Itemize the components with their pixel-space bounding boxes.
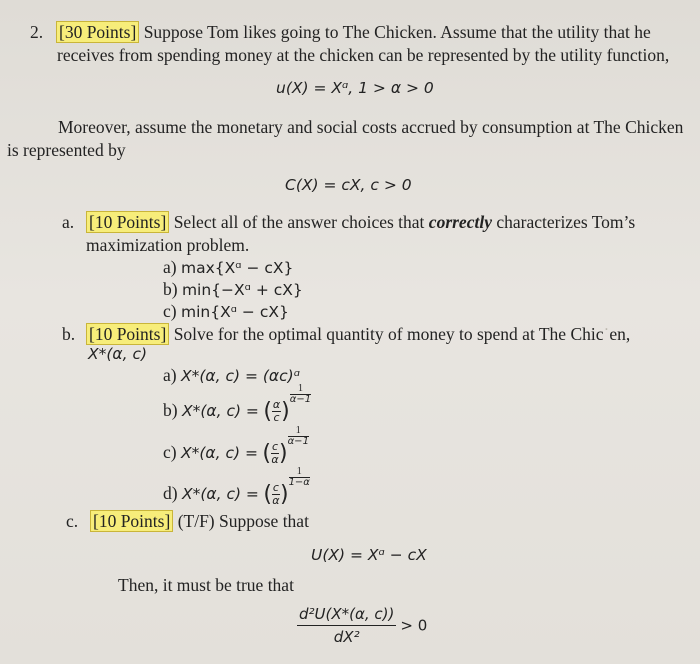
part-b-option-b: b) X*(α, c) = ( $\frac{\alpha}{c}$ ) $\frac{1}{\alpha-1}$ [163,383,312,425]
part-a-text-tail: characterizes Tom’s [491,212,636,232]
part-b-line2: X*(α, c) [88,345,148,363]
question-number: 2. [30,22,44,42]
option-c-lhs: X*(α, c) = [180,444,258,462]
part-b-option-c: c) X*(α, c) = ( $\frac{c}{\alpha}$ ) $\frac{1}{\alpha-1}$ [163,425,309,467]
second-derivative-condition [297,605,427,646]
cost-equation: C(X) = cX, c > 0 [285,176,412,194]
part-a-option-c [163,301,289,322]
part-c-letter: c. [66,511,79,531]
u-equation: U(X) = Xᵅ − cX [311,546,427,564]
option-a-expression: X*(α, c) = (αc)ᵅ [180,367,300,385]
derivative-denominator: dX² [333,628,360,646]
points-badge: [30 Points] [56,21,139,43]
part-b-text-tail: en, [609,324,631,344]
part-b-text: Solve for the optimal quantity of money to spend at The Chic [169,324,604,344]
part-a-emphasis: correctly [428,212,492,232]
part-a-text: Select all of the answer choices that [169,212,429,232]
fraction-numerator: α [272,398,281,412]
fraction-numerator: c [272,481,279,495]
derivative-numerator: d²U(X*(α, c)) [297,605,396,626]
moreover-line1: Moreover, assume the monetary and social costs accrued by consumption at The Chicken [58,117,684,137]
part-b-option-d: d) X*(α, c) = ( $\frac{c}{\alpha}$ ) $\frac{1}{1-\alpha}$ [163,466,310,508]
part-b-option-a [163,365,300,386]
part-a-line2: maximization problem. [86,235,250,255]
part-a-points-badge: [10 Points] [86,211,169,233]
fraction-numerator: c [271,440,278,454]
option-a-expression: max{Xᵅ − cX} [180,259,294,277]
question-2-stem-line1 [56,22,651,42]
exponent-denominator: α−1 [289,394,312,405]
utility-equation: u(X) = Xᵅ, 1 > α > 0 [276,79,434,97]
option-c-expression: min{Xᵅ − cX} [180,303,289,321]
then-line: Then, it must be true that [118,575,294,595]
option-label: a) [163,365,177,385]
option-label: b) [163,279,178,299]
exponent-numerator: 1 [289,467,310,478]
exponent-denominator: 1−α [288,477,310,488]
fraction-denominator: α [271,453,279,467]
option-label: c) [163,301,177,321]
option-b-expression: min{−Xᵅ + cX} [181,281,303,299]
fraction-denominator: α [272,494,280,508]
part-b-line1: [10 Points] Solve for the optimal quantity of money to spend at The Chic˙en, [86,324,630,344]
part-b-letter: b. [62,324,76,344]
question-2-stem-line2: receives from spending money at the chicken can be represented by the utility function, [57,45,670,65]
option-d-lhs: X*(α, c) = [181,485,259,503]
part-a-option-b [163,279,303,300]
part-c-points-badge: [10 Points] [90,510,173,532]
part-a-option-a [163,257,293,278]
derivative-relation: > 0 [400,616,428,635]
part-a-line1 [86,212,635,232]
option-label: c) [163,442,177,462]
part-c-text: (T/F) Suppose that [173,511,309,531]
part-b-points-badge: [10 Points] [86,323,169,345]
option-label: a) [163,257,177,277]
exponent-numerator: 1 [290,384,311,395]
option-label: b) [163,400,178,420]
part-c-line1 [90,511,309,531]
moreover-line2: is represented by [7,140,126,160]
stem-text: Suppose Tom likes going to The Chicken. Assume that the utility that he [139,22,651,42]
part-a-letter: a. [62,212,75,232]
fraction-denominator: c [273,411,280,425]
exponent-denominator: α−1 [287,436,309,447]
option-label: d) [163,483,178,503]
exponent-numerator: 1 [288,426,309,437]
option-b-lhs: X*(α, c) = [181,402,259,420]
